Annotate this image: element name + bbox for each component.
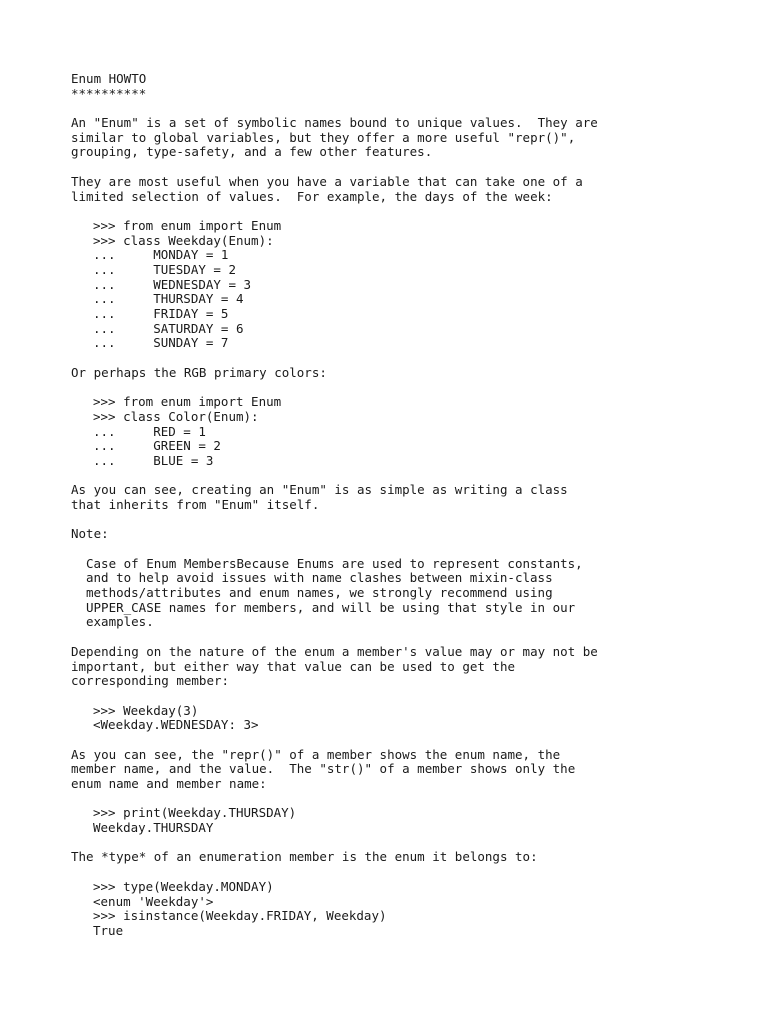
- doc-title: Enum HOWTO: [71, 71, 147, 86]
- code-line: ... MONDAY = 1: [93, 247, 229, 263]
- type-code-block: [71, 880, 711, 939]
- code-line: ... TUESDAY = 2: [93, 261, 236, 277]
- document-page: [71, 72, 711, 939]
- note-block: [71, 557, 711, 630]
- code-line: <Weekday.WEDNESDAY: 3>: [93, 717, 259, 733]
- code-line: ... SUNDAY = 7: [93, 335, 229, 351]
- code-line: ... THURSDAY = 4: [93, 291, 244, 307]
- note-line: methods/attributes and enum names, we strongly recommend using: [86, 585, 553, 601]
- note-line: and to help avoid issues with name clashes between mixin-class: [86, 570, 553, 586]
- print-code-block: [71, 806, 711, 835]
- code-line: >>> Weekday(3): [93, 702, 199, 718]
- depending-line: Depending on the nature of the enum a member's value may or may not be: [71, 643, 598, 659]
- useful-line: limited selection of values. For example, the days of the week:: [71, 188, 553, 204]
- simple-paragraph: [71, 483, 711, 512]
- code-line: >>> class Color(Enum):: [93, 408, 259, 424]
- code-line: ... SATURDAY = 6: [93, 320, 244, 336]
- intro-line: grouping, type-safety, and a few other features.: [71, 144, 433, 160]
- code-line: ... GREEN = 2: [93, 438, 221, 454]
- depending-paragraph: [71, 645, 711, 689]
- simple-line: that inherits from "Enum" itself.: [71, 496, 320, 512]
- rgb-intro: Or perhaps the RGB primary colors:: [71, 364, 327, 380]
- doc-title-underline: **********: [71, 85, 147, 101]
- intro-paragraph: [71, 116, 711, 160]
- color-code-block: [71, 395, 711, 468]
- useful-line: They are most useful when you have a variable that can take one of a: [71, 173, 583, 189]
- simple-line: As you can see, creating an "Enum" is as simple as writing a class: [71, 482, 568, 498]
- repr-line: As you can see, the "repr()" of a member shows the enum name, the: [71, 746, 561, 762]
- note-label: Note:: [71, 526, 109, 542]
- code-line: ... FRIDAY = 5: [93, 306, 229, 321]
- code-line: ... WEDNESDAY = 3: [93, 276, 252, 292]
- depending-line: important, but either way that value can be used to get the: [71, 658, 516, 674]
- weekday-code-block: [71, 219, 711, 351]
- code-line: Weekday.THURSDAY: [93, 820, 214, 836]
- code-line: >>> isinstance(Weekday.FRIDAY, Weekday): [93, 908, 387, 924]
- repr-line: member name, and the value. The "str()" of a member shows only the: [71, 761, 576, 777]
- repr-line: enum name and member name:: [71, 776, 267, 791]
- intro-line: similar to global variables, but they offer a more useful "repr()",: [71, 129, 576, 145]
- note-line: UPPER_CASE names for members, and will be using that style in our: [86, 599, 576, 615]
- useful-paragraph: [71, 175, 711, 204]
- code-line: >>> from enum import Enum: [93, 217, 282, 233]
- intro-line: An "Enum" is a set of symbolic names bound to unique values. They are: [71, 115, 598, 131]
- lookup-code-block: [71, 704, 711, 733]
- depending-line: corresponding member:: [71, 673, 230, 689]
- type-paragraph: The *type* of an enumeration member is the enum it belongs to:: [71, 849, 538, 865]
- code-line: >>> class Weekday(Enum):: [93, 232, 274, 248]
- repr-paragraph: [71, 748, 711, 792]
- code-line: >>> print(Weekday.THURSDAY): [93, 805, 297, 821]
- code-line: ... BLUE = 3: [93, 452, 214, 468]
- code-line: ... RED = 1: [93, 423, 206, 439]
- code-line: <enum 'Weekday'>: [93, 893, 214, 909]
- code-line: True: [93, 922, 124, 938]
- code-line: >>> from enum import Enum: [93, 394, 282, 410]
- note-line: examples.: [86, 614, 154, 630]
- note-line: Case of Enum MembersBecause Enums are used to represent constants,: [86, 555, 583, 571]
- code-line: >>> type(Weekday.MONDAY): [93, 878, 274, 894]
